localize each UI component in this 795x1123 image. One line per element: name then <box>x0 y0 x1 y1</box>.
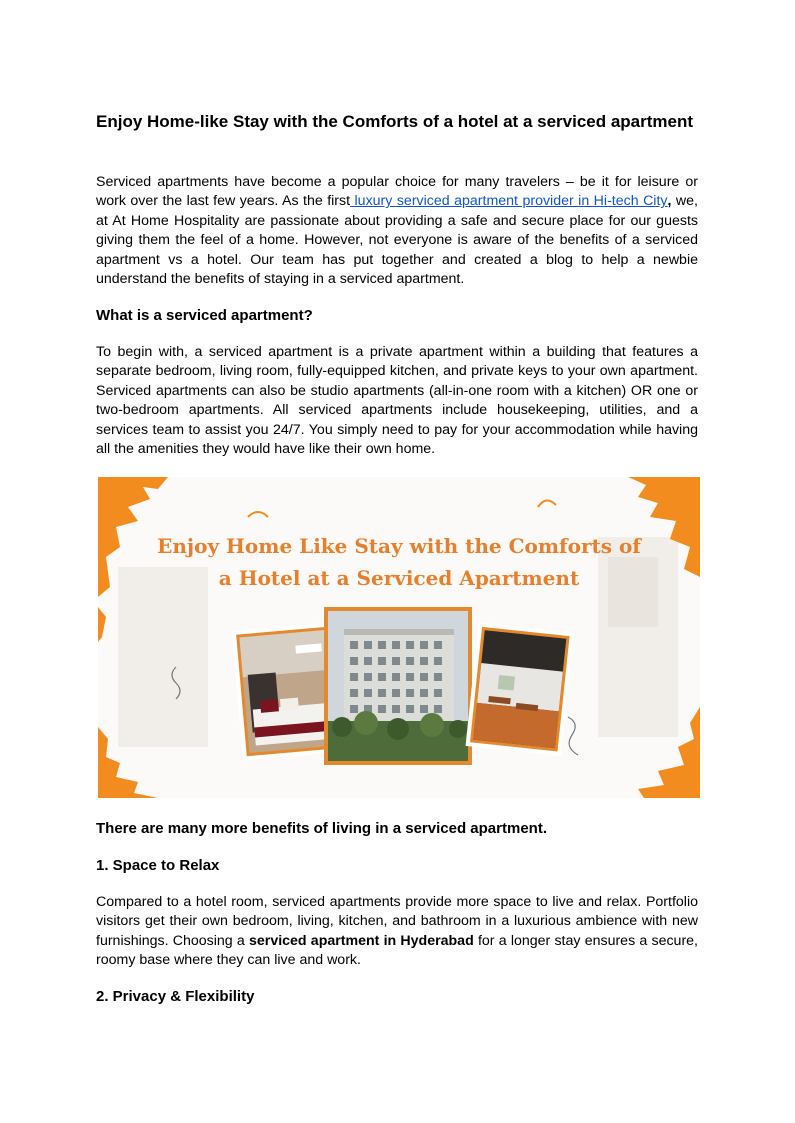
benefit-heading-space: 1. Space to Relax <box>96 857 220 874</box>
benefit1-bold-text: serviced apartment in Hyderabad <box>249 932 474 949</box>
intro-text-before: Serviced apartments have become a popular choice for many travelers – be it for leisure or work over the last few years. As the first <box>96 174 698 210</box>
section-paragraph-what-is: To begin with, a serviced apartment is a private apartment within a building that features a separate bedroom, living room, fully-equipped kitchen, and private keys to your own apartment. Serviced apartments can also be studio apartments (all-in-one room with a kitchen) OR one or two-bedroom apartments. All serviced apartments include housekeeping, utilities, and a services team to assist you 24/7. You simply need to pay for your accommodation while having all the amenities they would have like their own home. <box>96 344 698 458</box>
hi-tech-city-link[interactable]: luxury serviced apartment provider in Hi-tech City <box>350 193 668 210</box>
benefit-paragraph-space <box>96 893 698 971</box>
building-photo <box>324 607 472 765</box>
banner-image <box>98 477 700 798</box>
cafe-photo <box>466 623 574 756</box>
benefit-heading-privacy: 2. Privacy & Flexibility <box>96 988 255 1005</box>
banner-title-line-2: a Hotel at a Serviced Apartment <box>218 566 580 590</box>
intro-text-after: we, at At Home Hospitality are passionate about providing a safe and secure place for our guests giving them the feel of a home. However, not everyone is aware of the benefits of a serviced apartment vs a hotel. Our team has put together and created a blog to help a newbie understand the benefits of staying in a serviced apartment. <box>96 193 698 288</box>
section-heading-what-is: What is a serviced apartment? <box>96 307 313 324</box>
intro-comma: , <box>667 193 672 210</box>
benefit1-text-before: Compared to a hotel room, serviced apartments provide more space to live and relax. Portfolio visitors get their own bedroom, living, kitchen, and bathroom in a luxurious ambience with new furnishings. Choosing a <box>96 894 698 949</box>
intro-paragraph <box>96 173 698 289</box>
banner-artwork <box>98 477 700 798</box>
banner-title-line-1: Enjoy Home Like Stay with the Comforts of <box>157 534 641 558</box>
article-title: Enjoy Home-like Stay with the Comforts of a hotel at a serviced apartment <box>96 112 694 131</box>
benefit1-text-after: for a longer stay ensures a secure, roomy base where they can live and work. <box>96 932 698 969</box>
benefits-heading: There are many more benefits of living in a serviced apartment. <box>96 820 547 837</box>
